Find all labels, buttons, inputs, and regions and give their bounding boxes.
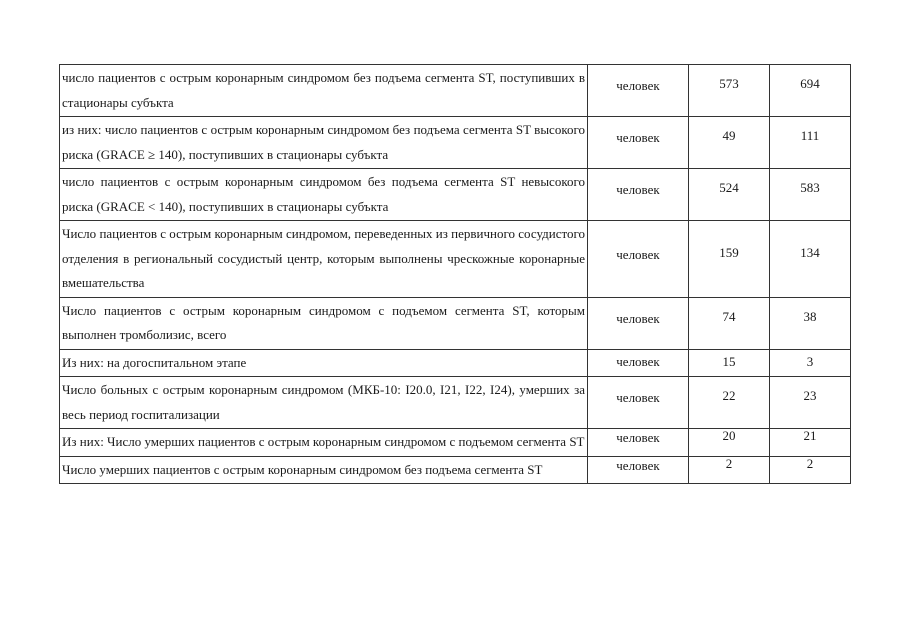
indicator-description: Число умерших пациентов с острым коронарным синдромом без подъема сегмента ST	[60, 456, 588, 484]
unit-cell: человек	[588, 297, 689, 349]
table-row	[60, 65, 851, 117]
value-year-1: 159	[689, 221, 770, 298]
unit-cell: человек	[588, 65, 689, 117]
table-row	[60, 349, 851, 377]
unit-cell: человек	[588, 349, 689, 377]
value-year-2: 38	[770, 297, 851, 349]
value-year-2: 583	[770, 169, 851, 221]
indicator-description: из них: число пациентов с острым коронарным синдромом без подъема сегмента ST высокого риска (GRACE ≥ 140), поступивших в стационары субъкта	[60, 117, 588, 169]
indicator-description: Число пациентов с острым коронарным синдромом, переведенных из первичного сосудистого отделения в региональный сосудистый центр, которым выполнены чрескожные коронарные вмешательства	[60, 221, 588, 298]
value-year-2: 21	[770, 429, 851, 457]
table-row	[60, 297, 851, 349]
indicator-description: Число пациентов с острым коронарным синдромом с подъемом сегмента ST, которым выполнен тромболизис, всего	[60, 297, 588, 349]
indicator-description: Из них: на догоспитальном этапе	[60, 349, 588, 377]
table-row	[60, 169, 851, 221]
value-year-1: 20	[689, 429, 770, 457]
unit-cell: человек	[588, 169, 689, 221]
unit-cell: человек	[588, 221, 689, 298]
value-year-1: 74	[689, 297, 770, 349]
value-year-2: 111	[770, 117, 851, 169]
value-year-1: 524	[689, 169, 770, 221]
unit-cell: человек	[588, 377, 689, 429]
value-year-1: 22	[689, 377, 770, 429]
table-row	[60, 429, 851, 457]
value-year-2: 694	[770, 65, 851, 117]
statistics-table	[59, 64, 851, 484]
value-year-1: 49	[689, 117, 770, 169]
table-row	[60, 221, 851, 298]
value-year-2: 2	[770, 456, 851, 484]
unit-cell: человек	[588, 456, 689, 484]
value-year-1: 2	[689, 456, 770, 484]
indicator-description: число пациентов с острым коронарным синдромом без подъема сегмента ST невысокого риска (GRACE < 140), поступивших в стационары субъкта	[60, 169, 588, 221]
unit-cell: человек	[588, 429, 689, 457]
indicator-description: Число больных с острым коронарным синдромом (МКБ-10: I20.0, I21, I22, I24), умерших за весь период госпитализации	[60, 377, 588, 429]
value-year-2: 23	[770, 377, 851, 429]
value-year-2: 3	[770, 349, 851, 377]
table-row	[60, 117, 851, 169]
unit-cell: человек	[588, 117, 689, 169]
value-year-1: 573	[689, 65, 770, 117]
value-year-2: 134	[770, 221, 851, 298]
table-row	[60, 377, 851, 429]
indicator-description: Из них: Число умерших пациентов с острым коронарным синдромом с подъемом сегмента ST	[60, 429, 588, 457]
indicator-description: число пациентов с острым коронарным синдромом без подъема сегмента ST, поступивших в стационары субъкта	[60, 65, 588, 117]
table-row	[60, 456, 851, 484]
value-year-1: 15	[689, 349, 770, 377]
